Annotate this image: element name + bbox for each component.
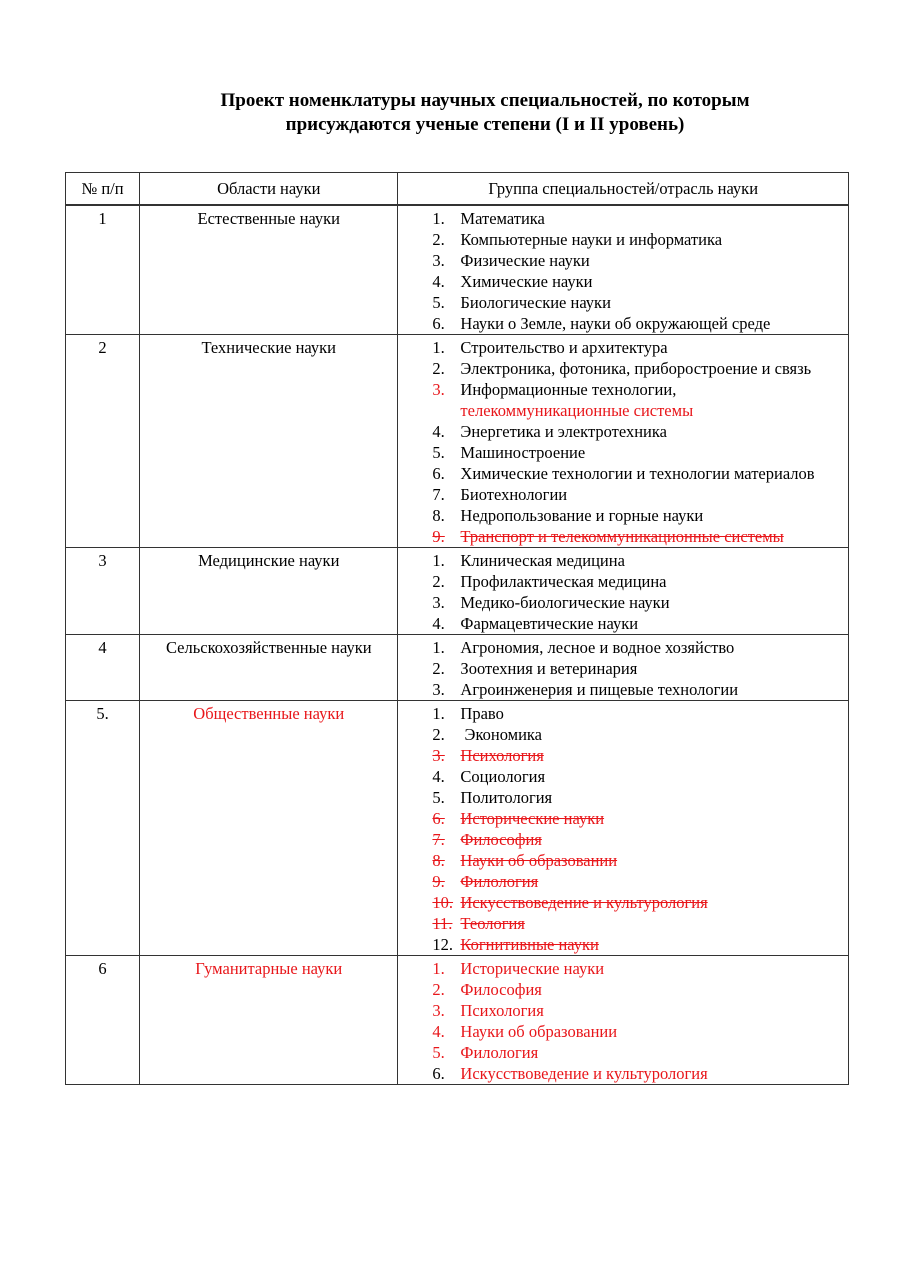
- list-item: [432, 442, 848, 463]
- list-item-text: Фармацевтические науки: [460, 614, 639, 633]
- row-number: 3: [66, 548, 140, 635]
- list-item-number: 11.: [432, 914, 453, 933]
- specialty-group-cell: [398, 701, 849, 956]
- list-item-number: 1.: [432, 209, 445, 228]
- list-item-number: 4.: [432, 422, 445, 441]
- nomenclature-table: [65, 172, 849, 1085]
- list-item: [432, 421, 848, 442]
- list-item-number: 3.: [432, 593, 445, 612]
- specialty-list: [432, 337, 848, 547]
- specialty-group-cell: [398, 335, 849, 548]
- list-item: [432, 358, 848, 379]
- list-item-number: 3.: [432, 251, 445, 270]
- table-row: [66, 701, 849, 956]
- list-item-text: Когнитивные науки: [460, 935, 599, 954]
- list-item-number: 12.: [432, 935, 454, 954]
- list-item-number: 2.: [432, 980, 445, 999]
- list-item-number: 7.: [432, 830, 445, 849]
- list-item-number: 1.: [432, 704, 445, 723]
- list-item-number: 4.: [432, 1022, 445, 1041]
- list-item-number: 1.: [432, 551, 445, 570]
- list-item-number: 10.: [432, 893, 454, 912]
- list-item-text: Науки о Земле, науки об окружающей среде: [460, 314, 771, 333]
- list-item-text: Зоотехния и ветеринария: [460, 659, 638, 678]
- list-item-text: Компьютерные науки и информатика: [460, 230, 723, 249]
- list-item: [432, 637, 848, 658]
- list-item-number: 6.: [432, 314, 445, 333]
- list-item-number: 1.: [432, 959, 445, 978]
- list-item-text: Клиническая медицина: [460, 551, 625, 570]
- list-item-text: Биотехнологии: [460, 485, 568, 504]
- science-area: Сельскохозяйственные науки: [140, 635, 398, 701]
- list-item-number: 5.: [432, 788, 445, 807]
- list-item: [432, 679, 848, 700]
- list-item: [432, 745, 848, 766]
- list-item-number: 7.: [432, 485, 445, 504]
- list-item-text: Политология: [460, 788, 553, 807]
- list-item-number: 6.: [432, 464, 445, 483]
- list-item: [432, 958, 848, 979]
- list-item-number: 5.: [432, 293, 445, 312]
- list-item: [432, 703, 848, 724]
- list-item: [432, 484, 848, 505]
- list-item-text: Профилактическая медицина: [460, 572, 667, 591]
- list-item: [432, 337, 848, 358]
- list-item-text: Философия: [460, 980, 542, 999]
- list-item: [432, 829, 848, 850]
- header-area: Области науки: [140, 173, 398, 206]
- list-item-number: 8.: [432, 851, 445, 870]
- list-item-text: Химические технологии и технологии материалов: [460, 464, 815, 483]
- title-line-2: присуждаются ученые степени (I и II уровень): [285, 114, 685, 135]
- list-item-text: Науки об образовании: [460, 1022, 618, 1041]
- list-item: [432, 379, 848, 421]
- list-item: [432, 313, 848, 334]
- list-item-text: Социология: [460, 767, 546, 786]
- list-item: [432, 208, 848, 229]
- list-item-text: Исторические науки: [460, 959, 605, 978]
- list-item-text: Химические науки: [460, 272, 593, 291]
- list-item-number: 9.: [432, 872, 445, 891]
- list-item: [432, 292, 848, 313]
- specialty-list: [432, 958, 848, 1084]
- specialty-list: [432, 208, 848, 334]
- list-item-text: Транспорт и телекоммуникационные системы: [460, 527, 784, 546]
- list-item: [432, 250, 848, 271]
- list-item-text: Энергетика и электротехника: [460, 422, 667, 441]
- list-item-text: Психология: [460, 746, 544, 765]
- list-item-text: Филология: [460, 1043, 539, 1062]
- list-item-text: Искусствоведение и культурология: [460, 893, 708, 912]
- row-number: 1: [66, 205, 140, 335]
- table-row: [66, 956, 849, 1085]
- list-item: [432, 592, 848, 613]
- list-item-text: Исторические науки: [460, 809, 605, 828]
- list-item-number: 2.: [432, 359, 445, 378]
- list-item: [432, 526, 848, 547]
- specialty-group-cell: [398, 635, 849, 701]
- list-item-text: Психология: [460, 1001, 544, 1020]
- specialty-group-cell: [398, 956, 849, 1085]
- list-item-number: 3.: [432, 680, 445, 699]
- list-item: [432, 724, 848, 745]
- list-item: [432, 613, 848, 634]
- list-item-text: Недропользование и горные науки: [460, 506, 704, 525]
- list-item-text: Агрономия, лесное и водное хозяйство: [460, 638, 735, 657]
- list-item-number: 1.: [432, 338, 445, 357]
- row-number: 5.: [66, 701, 140, 956]
- science-area: Общественные науки: [140, 701, 398, 956]
- list-item: [432, 229, 848, 250]
- list-item: [432, 1021, 848, 1042]
- list-item-number: 6.: [432, 809, 445, 828]
- list-item-number: 4.: [432, 614, 445, 633]
- list-item: [432, 766, 848, 787]
- list-item: [432, 913, 848, 934]
- table-header-row: [66, 173, 849, 206]
- list-item-number: 9.: [432, 527, 445, 546]
- list-item-text-red: телекоммуникационные системы: [460, 401, 694, 420]
- list-item-number: 5.: [432, 1043, 445, 1062]
- list-item: [432, 934, 848, 955]
- list-item-number: 6.: [432, 1064, 445, 1083]
- header-group: Группа специальностей/отрасль науки: [398, 173, 849, 206]
- list-item: [432, 1063, 848, 1084]
- list-item-number: 2.: [432, 230, 445, 249]
- list-item: [432, 505, 848, 526]
- list-item-text: Машиностроение: [460, 443, 586, 462]
- list-item: [432, 550, 848, 571]
- list-item-number: 1.: [432, 638, 445, 657]
- table-row: [66, 635, 849, 701]
- title-line-1: Проект номенклатуры научных специальностей, по которым: [220, 90, 750, 111]
- list-item: [432, 1042, 848, 1063]
- list-item: [432, 871, 848, 892]
- list-item-text: Экономика: [460, 725, 542, 744]
- list-item: [432, 271, 848, 292]
- list-item-text: Агроинженерия и пищевые технологии: [460, 680, 739, 699]
- list-item-text: Медико-биологические науки: [460, 593, 670, 612]
- list-item: [432, 658, 848, 679]
- list-item-text: Искусствоведение и культурология: [460, 1064, 708, 1083]
- list-item-number: 2.: [432, 659, 445, 678]
- list-item-number: 2.: [432, 572, 445, 591]
- list-item-text: Физические науки: [460, 251, 590, 270]
- list-item-number: 3.: [432, 380, 445, 399]
- specialty-group-cell: [398, 205, 849, 335]
- list-item-number: 4.: [432, 272, 445, 291]
- science-area: Гуманитарные науки: [140, 956, 398, 1085]
- list-item-text: Строительство и архитектура: [460, 338, 668, 357]
- science-area: Медицинские науки: [140, 548, 398, 635]
- list-item-text: Биологические науки: [460, 293, 611, 312]
- list-item: [432, 892, 848, 913]
- list-item: [432, 850, 848, 871]
- science-area: Естественные науки: [140, 205, 398, 335]
- list-item: [432, 571, 848, 592]
- list-item-text: Электроника, фотоника, приборостроение и связь: [460, 359, 812, 378]
- table-row: [66, 335, 849, 548]
- table-row: [66, 548, 849, 635]
- list-item-text: Теология: [460, 914, 525, 933]
- list-item-text: Философия: [460, 830, 542, 849]
- specialty-list: [432, 703, 848, 955]
- row-number: 4: [66, 635, 140, 701]
- specialty-list: [432, 637, 848, 700]
- list-item-number: 4.: [432, 767, 445, 786]
- list-item-text: Право: [460, 704, 504, 723]
- list-item-text: Информационные технологии,: [460, 380, 677, 399]
- list-item: [432, 463, 848, 484]
- list-item-text: Филология: [460, 872, 539, 891]
- science-area: Технические науки: [140, 335, 398, 548]
- row-number: 6: [66, 956, 140, 1085]
- list-item-number: 2.: [432, 725, 445, 744]
- specialty-group-cell: [398, 548, 849, 635]
- list-item: [432, 808, 848, 829]
- specialty-list: [432, 550, 848, 634]
- list-item: [432, 1000, 848, 1021]
- row-number: 2: [66, 335, 140, 548]
- list-item-text: Математика: [460, 209, 545, 228]
- header-num: № п/п: [66, 173, 140, 206]
- table-row: [66, 205, 849, 335]
- list-item-number: 3.: [432, 1001, 445, 1020]
- list-item: [432, 979, 848, 1000]
- document-title: [0, 89, 904, 137]
- list-item-text: Науки об образовании: [460, 851, 618, 870]
- list-item-number: 3.: [432, 746, 445, 765]
- list-item: [432, 787, 848, 808]
- list-item-number: 8.: [432, 506, 445, 525]
- list-item-number: 5.: [432, 443, 445, 462]
